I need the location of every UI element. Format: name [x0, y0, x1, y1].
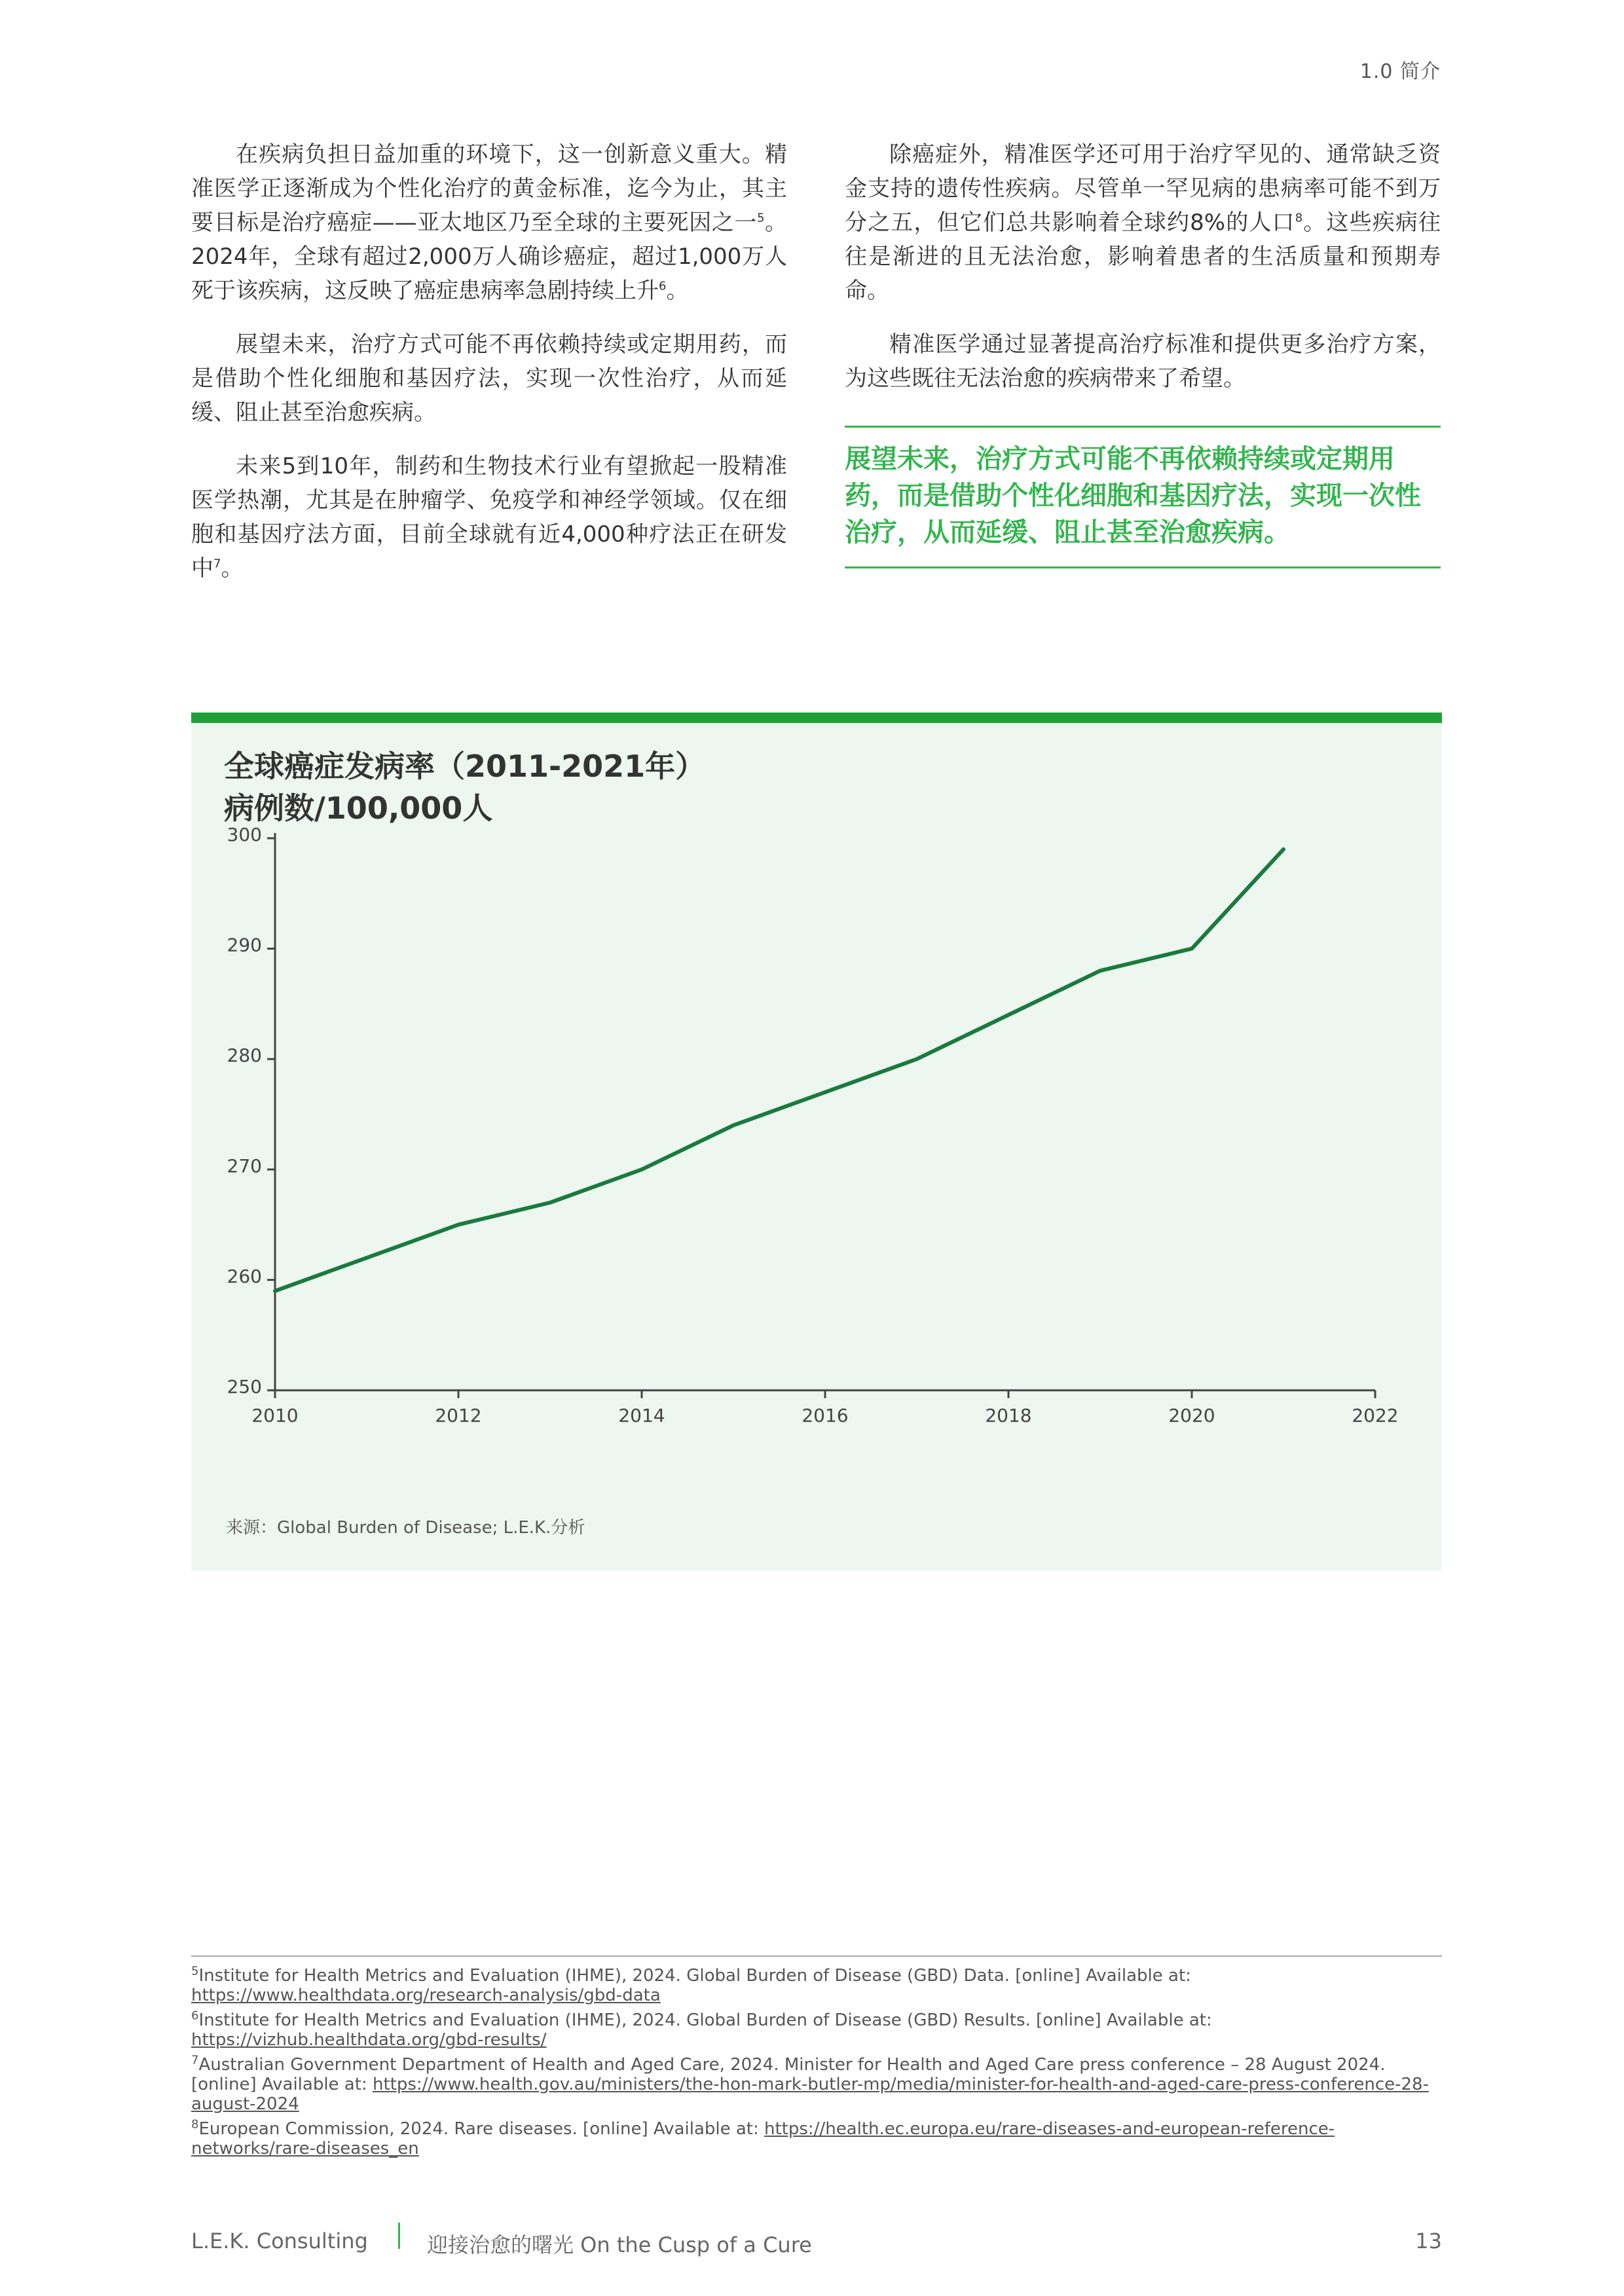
footnote-ref: 7	[213, 557, 221, 571]
paragraph	[845, 138, 1441, 308]
footnote-number: 5	[191, 1964, 199, 1978]
footnote	[191, 1966, 1442, 2005]
footnote-text: Australian Government Department of Health and Aged Care, 2024. Minister for Health and Aged Care press conference – 28 August 2024. [online] Available at:	[191, 2055, 1386, 2094]
footnote-text: European Commission, 2024. Rare diseases. [online] Available at:	[198, 2119, 765, 2139]
paragraph-text: 。	[221, 555, 244, 582]
y-tick-label: 300	[227, 824, 262, 845]
chart-top-bar	[191, 713, 1442, 723]
y-tick-label: 260	[227, 1265, 262, 1287]
y-tick-label: 290	[227, 934, 262, 956]
chart-source: 来源：Global Burden of Disease; L.E.K.分析	[226, 1518, 585, 1538]
footnotes	[191, 1966, 1442, 2164]
x-tick-label: 2018	[985, 1405, 1032, 1426]
paragraph: 精准医学通过显著提高治疗标准和提供更多治疗方案，为这些既往无法治愈的疾病带来了希望。	[845, 331, 1441, 392]
footnote-link[interactable]: https://vizhub.healthdata.org/gbd-results/	[191, 2030, 547, 2050]
page-number: 13	[1415, 2229, 1442, 2253]
footer-separator	[398, 2223, 400, 2249]
y-tick-label: 250	[227, 1376, 262, 1398]
footnote-link[interactable]: https://health.ec.europa.eu/rare-diseases-and-european-reference-networks/rare-diseases_en	[191, 2119, 1335, 2158]
paragraph-text: 未来5到10年，制药和生物技术行业有望掀起一股精准医学热潮，尤其是在肿瘤学、免疫学和神经学领域。仅在细胞和基因疗法方面，目前全球就有近4,000种疗法正在研发中	[191, 453, 787, 582]
paragraph-text: 除癌症外，精准医学还可用于治疗罕见的、通常缺乏资金支持的遗传性疾病。尽管单一罕见病的患病率可能不到万分之五，但它们总共影响着全球约8%的人口	[845, 141, 1441, 236]
left-column	[191, 138, 787, 605]
footnote-number: 7	[191, 2053, 199, 2067]
footnote-ref: 5	[756, 211, 765, 225]
x-tick-label: 2010	[251, 1405, 299, 1426]
paragraph	[191, 138, 787, 308]
pull-quote: 展望未来，治疗方式可能不再依赖持续或定期用药，而是借助个性化细胞和基因疗法，实现一次性治疗，从而延缓、阻止甚至治愈疾病。	[845, 426, 1441, 568]
paragraph-text: 。2024年，全球有超过2,000万人确诊癌症，超过1,000万人死于该疾病，这反映了癌症患病率急剧持续上升	[191, 210, 788, 304]
footnote-ref: 6	[659, 279, 667, 293]
paragraph-text: 。这些疾病往往是渐进的且无法治愈，影响着患者的生活质量和预期寿命。	[845, 210, 1441, 304]
footnote-link[interactable]: https://www.healthdata.org/research-analysis/gbd-data	[191, 1986, 661, 2005]
y-tick-label: 280	[227, 1045, 262, 1067]
x-tick-label: 2012	[435, 1405, 482, 1426]
x-tick-label: 2022	[1352, 1405, 1399, 1426]
footnote-text: Institute for Health Metrics and Evaluation (IHME), 2024. Global Burden of Disease (GBD) Data. [online] Available at:	[198, 1966, 1191, 1986]
footnote-ref: 8	[1295, 211, 1303, 225]
right-column	[845, 138, 1441, 415]
section-label: 1.0 简介	[1359, 60, 1441, 83]
x-tick-label: 2020	[1168, 1405, 1215, 1426]
paragraph-text: 在疾病负担日益加重的环境下，这一创新意义重大。精准医学正逐渐成为个性化治疗的黄金标准，迄今为止，其主要目标是治疗癌症——亚太地区乃至全球的主要死因之一	[191, 141, 787, 236]
footnote	[191, 2119, 1442, 2158]
series-line	[275, 849, 1283, 1291]
incidence-line-chart	[191, 723, 1442, 1509]
paragraph	[191, 449, 787, 585]
footer-company: L.E.K. Consulting	[191, 2229, 368, 2253]
footnote	[191, 2055, 1442, 2114]
paragraph: 展望未来，治疗方式可能不再依赖持续或定期用药，而是借助个性化细胞和基因疗法，实现一次性治疗，从而延缓、阻止甚至治愈疾病。	[191, 331, 787, 426]
chart-title-line: 全球癌症发病率（2011-2021年）	[224, 749, 706, 784]
chart-subtitle: 病例数/100,000人	[224, 790, 493, 826]
footnote-text: Institute for Health Metrics and Evaluation (IHME), 2024. Global Burden of Disease (GBD) Results. [online] Available at:	[198, 2010, 1212, 2030]
paragraph-text: 。	[666, 278, 689, 304]
footnote-number: 6	[191, 2009, 199, 2023]
footnote-divider	[191, 1955, 1442, 1957]
footnote-link[interactable]: https://www.health.gov.au/ministers/the-hon-mark-butler-mp/media/minister-for-health-and-aged-care-press-conference-28-august-2024	[191, 2075, 1429, 2114]
footnote-number: 8	[191, 2117, 199, 2132]
y-tick-label: 270	[227, 1155, 262, 1177]
footer-title: 迎接治愈的曙光 On the Cusp of a Cure	[427, 2232, 812, 2257]
x-tick-label: 2014	[618, 1405, 665, 1426]
x-tick-label: 2016	[802, 1405, 849, 1426]
footnote	[191, 2010, 1442, 2050]
